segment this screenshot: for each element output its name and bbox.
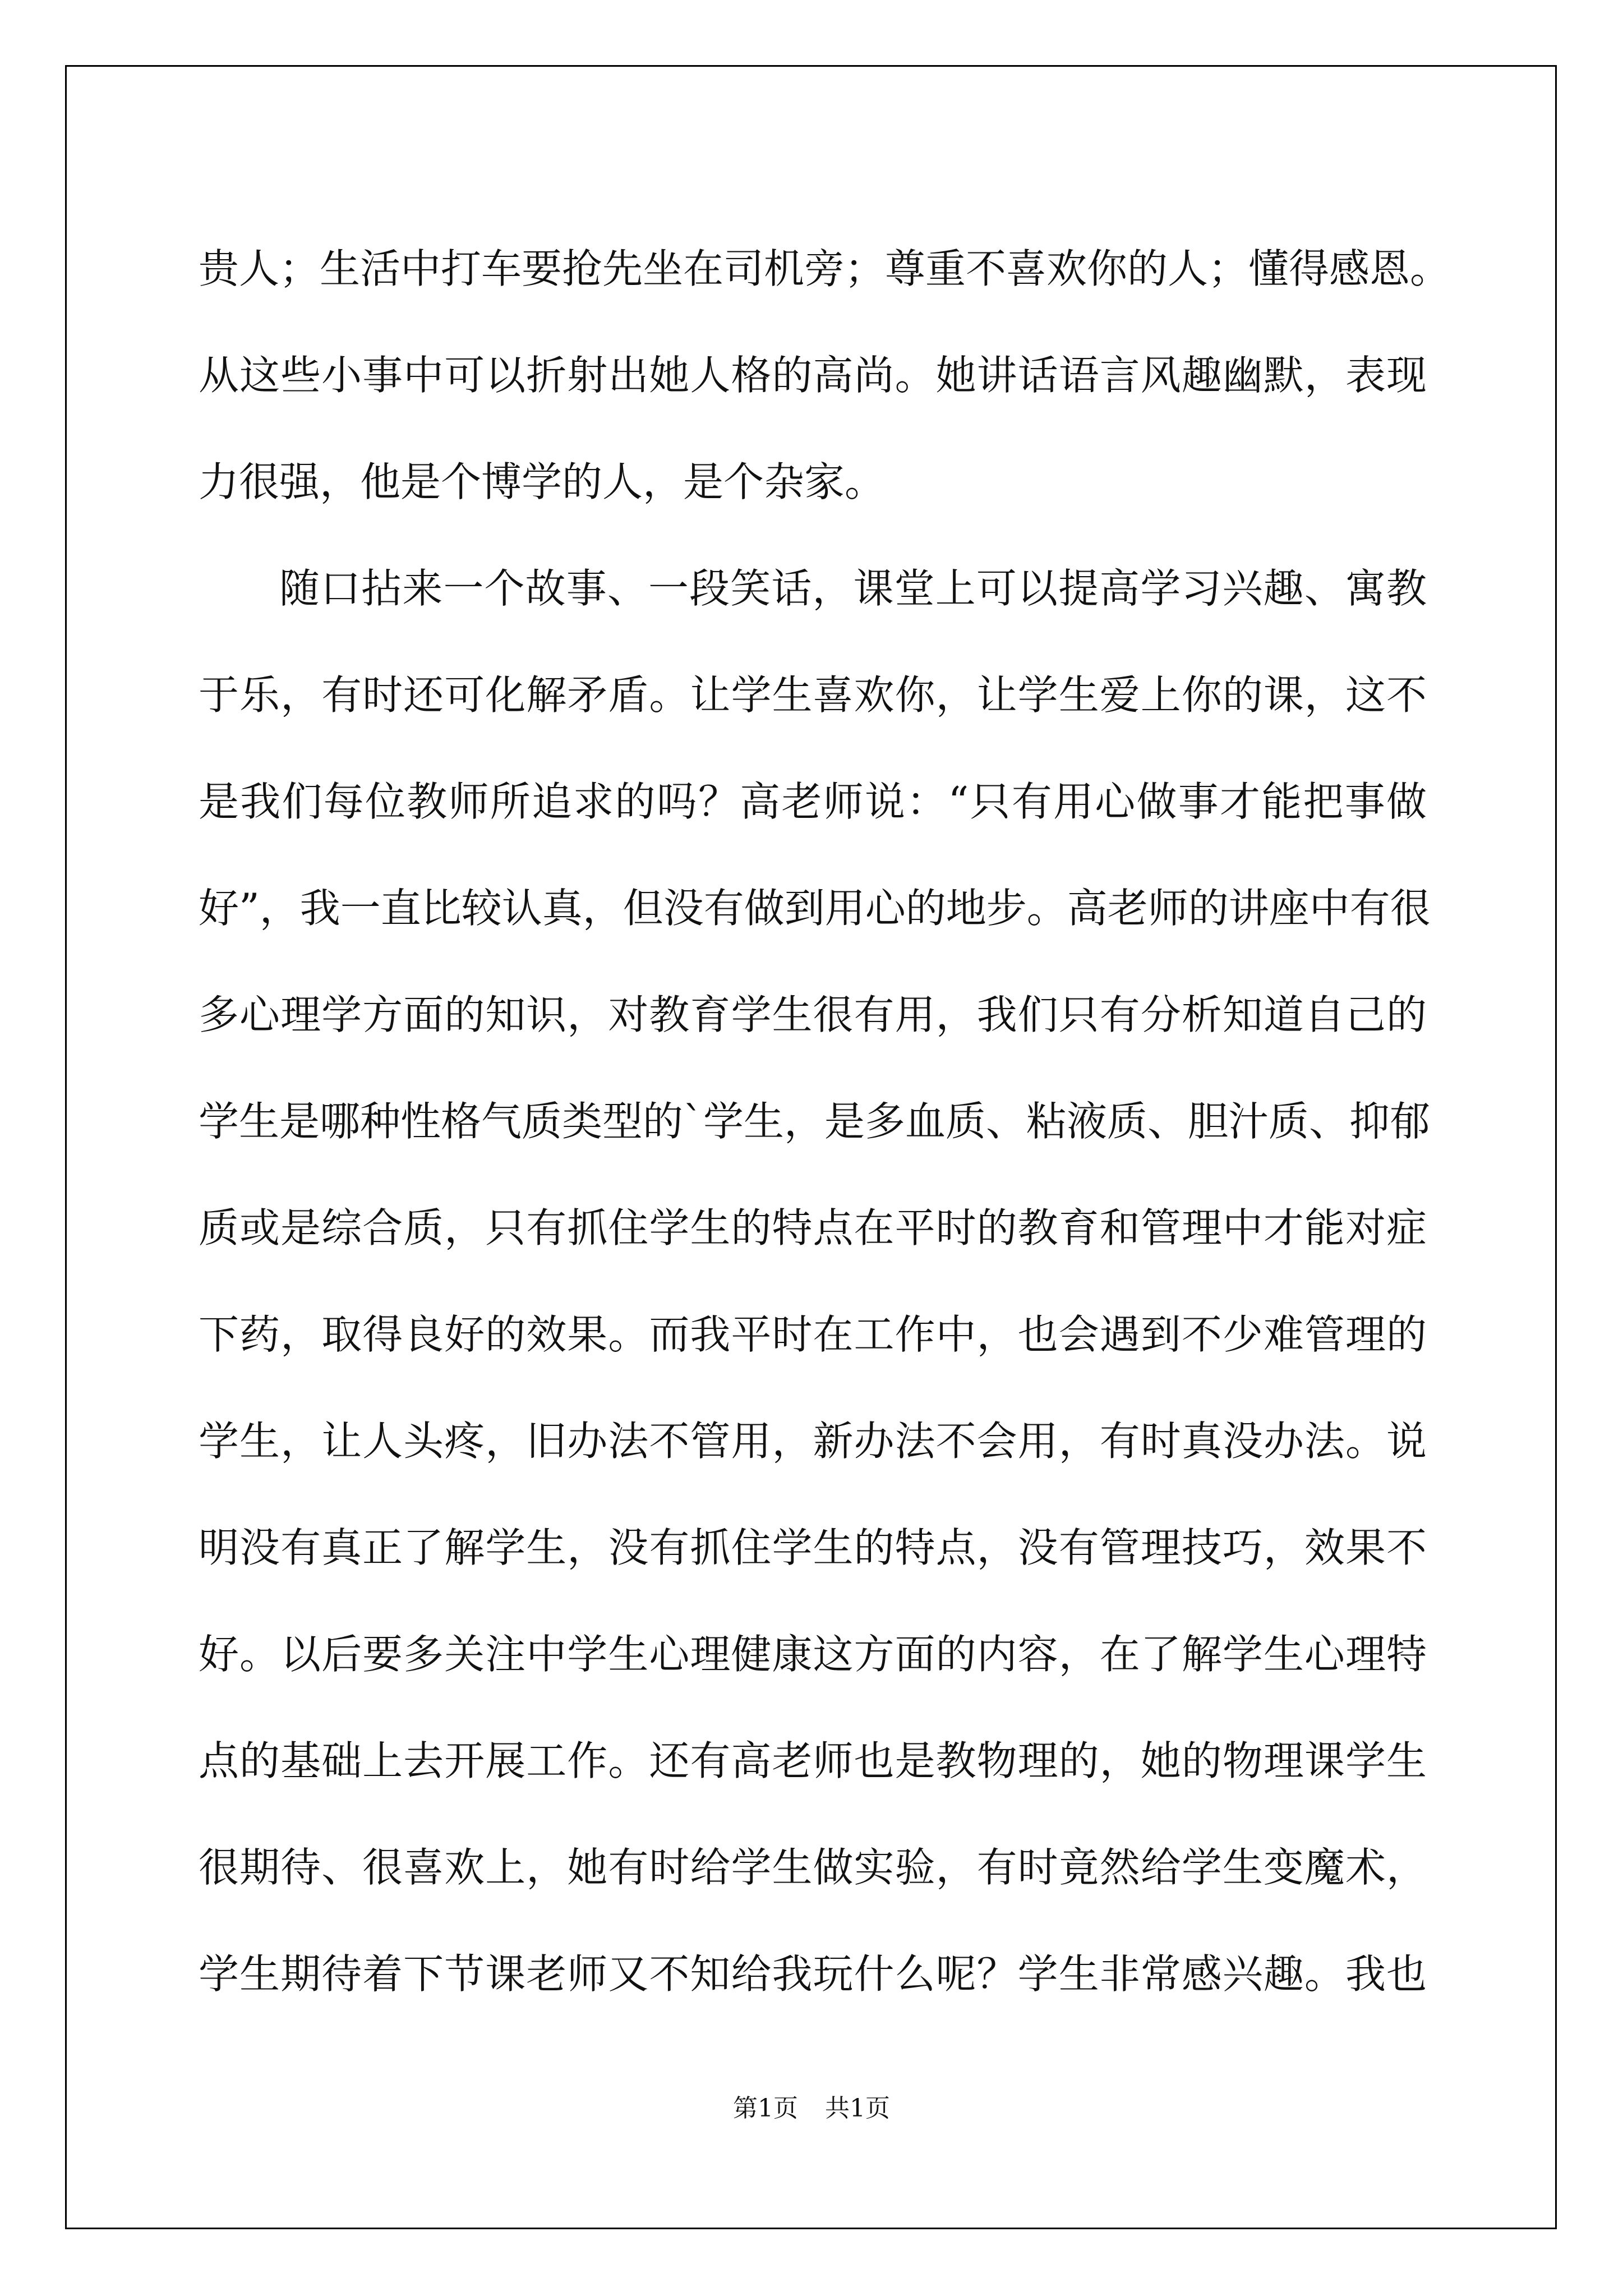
page-total: 共1页 [825, 2094, 890, 2123]
text-line: 明没有真正了解学生，没有抓住学生的特点，没有管理技巧，效果不 [199, 1524, 1427, 1571]
text-line: 好”，我一直比较认真，但没有做到用心的地步。高老师的讲座中有很 [199, 885, 1431, 932]
text-line: 从这些小事中可以折射出她人格的高尚。她讲话语言风趣幽默，表现 [199, 352, 1427, 399]
text-line: 随口拈来一个故事、一段笑话，课堂上可以提高学习兴趣、寓教 [279, 565, 1427, 612]
text-line: 学生期待着下节课老师又不知给我玩什么呢？学生非常感兴趣。我也 [199, 1950, 1427, 1998]
text-line: 下药，取得良好的效果。而我平时在工作中，也会遇到不少难管理的 [199, 1311, 1427, 1358]
text-line: 学生，让人头疼，旧办法不管用，新办法不会用，有时真没办法。说 [199, 1418, 1427, 1465]
text-line: 多心理学方面的知识，对教育学生很有用，我们只有分析知道自己的 [199, 991, 1427, 1038]
page-footer [0, 2088, 1623, 2124]
document-body [199, 215, 1451, 2027]
page-number: 第1页 [733, 2094, 798, 2123]
text-line: 点的基础上去开展工作。还有高老师也是教物理的，她的物理课学生 [199, 1737, 1427, 1784]
text-line: 于乐，有时还可化解矛盾。让学生喜欢你，让学生爱上你的课，这不 [199, 671, 1427, 719]
text-line: 是我们每位教师所追求的吗？高老师说：“只有用心做事才能把事做 [199, 778, 1427, 825]
text-line: 力很强，他是个博学的人，是个杂家。 [199, 458, 886, 505]
text-line: 好。以后要多关注中学生心理健康这方面的内容，在了解学生心理特 [199, 1631, 1427, 1678]
text-line: 贵人；生活中打车要抢先坐在司机旁；尊重不喜欢你的人；懂得感恩。 [199, 245, 1451, 292]
text-line: 很期待、很喜欢上，她有时给学生做实验，有时竟然给学生变魔术， [199, 1844, 1427, 1891]
text-line: 学生是哪种性格气质类型的`学生，是多血质、粘液质、胆汁质、抑郁 [199, 1098, 1431, 1145]
text-line: 质或是综合质，只有抓住学生的特点在平时的教育和管理中才能对症 [199, 1204, 1427, 1251]
